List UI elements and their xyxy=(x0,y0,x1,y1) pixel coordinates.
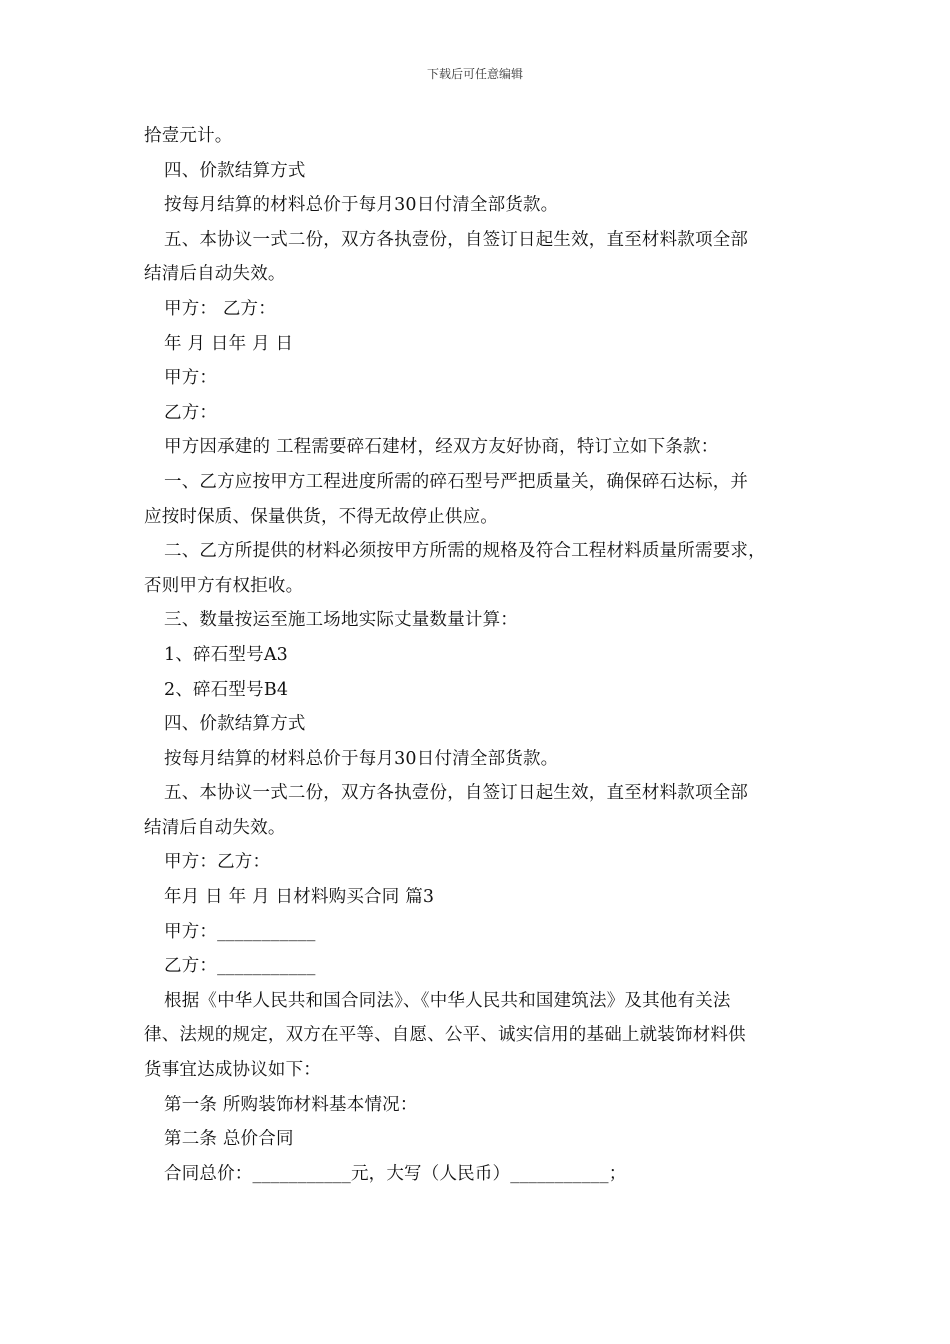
text-line: 按每月结算的材料总价于每月30日付清全部货款。 xyxy=(164,195,559,216)
text-line: 甲方因承建的 工程需要碎石建材，经双方友好协商，特订立如下条款： xyxy=(164,437,719,458)
text-line: 乙方：___________ xyxy=(164,956,316,977)
text-line: 律、法规的规定，双方在平等、自愿、公平、诚实信用的基础上就装饰材料供 xyxy=(144,1025,746,1046)
text-line: 四、价款结算方式 xyxy=(164,160,306,181)
text-line: 拾壹元计。 xyxy=(144,126,233,146)
text-line: 二、乙方所提供的材料必须按甲方所需的规格及符合工程材料质量所需要求， xyxy=(164,541,766,562)
text-line: 三、数量按运至施工场地实际丈量数量计算： xyxy=(164,610,518,631)
text-line: 五、本协议一式二份，双方各执壹份，自签订日起生效，直至材料款项全部 xyxy=(164,783,749,804)
text-line: 应按时保质、保量供货，不得无故停止供应。 xyxy=(144,506,498,527)
text-line: 乙方： xyxy=(164,402,218,423)
document-body xyxy=(144,119,814,1191)
text-line: 甲方：乙方： xyxy=(164,852,271,873)
text-line: 五、本协议一式二份，双方各执壹份，自签订日起生效，直至材料款项全部 xyxy=(164,229,749,250)
page-header: 下载后可任意编辑 xyxy=(426,67,523,81)
text-line: 年 月 日年 月 日 xyxy=(164,333,294,354)
text-line: 根据《中华人民共和国合同法》、《中华人民共和国建筑法》及其他有关法 xyxy=(164,990,731,1011)
text-line: 结清后自动失效。 xyxy=(144,817,286,838)
text-line: 第一条 所购装饰材料基本情况： xyxy=(164,1094,418,1115)
text-line: 合同总价：___________元，大写（人民币）___________； xyxy=(164,1163,627,1184)
text-line: 四、价款结算方式 xyxy=(164,714,306,735)
text-line: 2、碎石型号B4 xyxy=(164,679,289,700)
text-line: 按每月结算的材料总价于每月30日付清全部货款。 xyxy=(164,748,559,769)
text-line: 否则甲方有权拒收。 xyxy=(144,575,304,596)
text-line: 货事宜达成协议如下： xyxy=(144,1060,321,1081)
text-line: 一、乙方应按甲方工程进度所需的碎石型号严把质量关，确保碎石达标，并 xyxy=(164,471,749,492)
text-line: 1、碎石型号A3 xyxy=(164,644,289,665)
text-line: 结清后自动失效。 xyxy=(144,264,286,285)
text-line: 年月 日 年 月 日材料购买合同 篇3 xyxy=(164,887,435,908)
text-line: 甲方：___________ xyxy=(164,921,316,942)
text-line: 第二条 总价合同 xyxy=(164,1129,294,1150)
text-line: 甲方： 乙方： xyxy=(164,298,276,319)
text-line: 甲方： xyxy=(164,368,218,389)
